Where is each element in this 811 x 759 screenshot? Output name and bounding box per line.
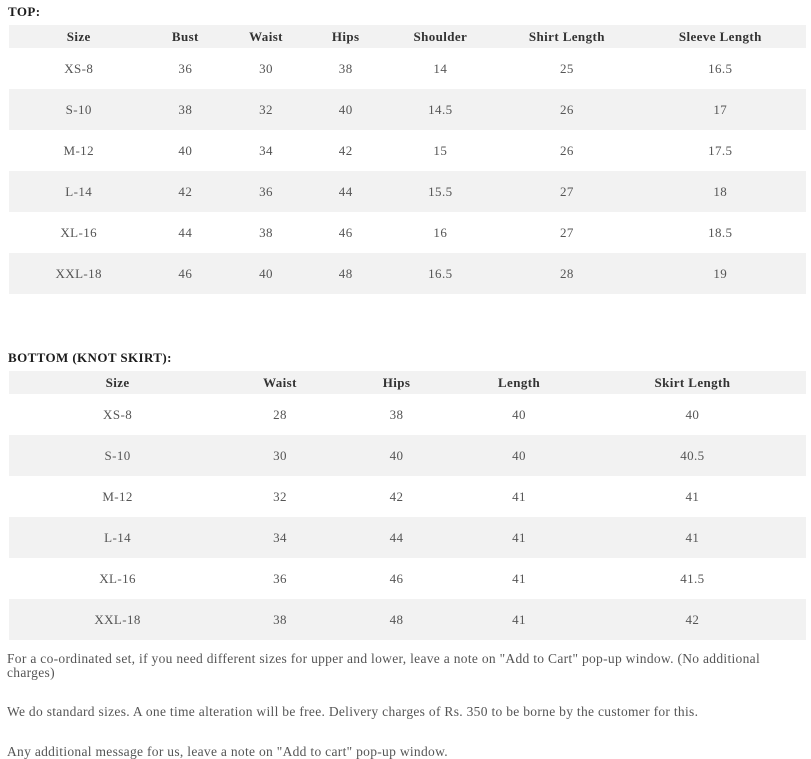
table-cell: 16.5 xyxy=(382,253,500,294)
column-header: Sleeve Length xyxy=(635,25,806,48)
header-row xyxy=(9,25,806,48)
top-section-label: TOP: xyxy=(8,4,41,19)
table-cell: 41 xyxy=(459,558,579,599)
table-cell: 18 xyxy=(635,171,806,212)
table-row xyxy=(9,558,806,599)
table-cell: 36 xyxy=(148,48,222,89)
table-cell: L-14 xyxy=(9,171,148,212)
table-cell: 44 xyxy=(148,212,222,253)
table-cell: XS-8 xyxy=(9,394,226,435)
table-cell: 46 xyxy=(334,558,460,599)
table-cell: 46 xyxy=(310,212,382,253)
column-header: Hips xyxy=(334,371,460,394)
table-row xyxy=(9,253,806,294)
table-cell: 41 xyxy=(579,476,806,517)
bottom-size-table xyxy=(9,371,806,640)
column-header: Shoulder xyxy=(382,25,500,48)
table-cell: 38 xyxy=(226,599,334,640)
table-cell: 38 xyxy=(148,89,222,130)
note-additional-message: Any additional message for us, leave a note on "Add to cart" pop-up window. xyxy=(7,743,448,759)
table-cell: 19 xyxy=(635,253,806,294)
note-coordinated-set: For a co-ordinated set, if you need different sizes for upper and lower, leave a note on "Add to Cart" pop-up window. (No additional charges) xyxy=(7,651,761,680)
table-cell: 41 xyxy=(459,476,579,517)
table-cell: 32 xyxy=(222,89,310,130)
table-cell: 30 xyxy=(222,48,310,89)
table-cell: 42 xyxy=(579,599,806,640)
table-cell: 41 xyxy=(459,599,579,640)
table-cell: L-14 xyxy=(9,517,226,558)
table-cell: 18.5 xyxy=(635,212,806,253)
table-cell: 42 xyxy=(310,130,382,171)
table-cell: 40 xyxy=(579,394,806,435)
table-cell: S-10 xyxy=(9,435,226,476)
table-cell: XL-16 xyxy=(9,212,148,253)
table-cell: 27 xyxy=(499,171,634,212)
notes-section xyxy=(7,652,811,758)
table-cell: 15.5 xyxy=(382,171,500,212)
table-cell: 16 xyxy=(382,212,500,253)
table-cell: 40.5 xyxy=(579,435,806,476)
bottom-table-header xyxy=(9,371,806,394)
table-cell: 48 xyxy=(310,253,382,294)
table-cell: 41 xyxy=(579,517,806,558)
table-cell: 28 xyxy=(226,394,334,435)
table-cell: S-10 xyxy=(9,89,148,130)
table-row xyxy=(9,476,806,517)
top-size-table xyxy=(9,25,806,294)
top-table-header xyxy=(9,25,806,48)
table-cell: 34 xyxy=(222,130,310,171)
table-cell: 28 xyxy=(499,253,634,294)
table-cell: 40 xyxy=(310,89,382,130)
column-header: Waist xyxy=(222,25,310,48)
table-cell: 38 xyxy=(334,394,460,435)
column-header: Hips xyxy=(310,25,382,48)
table-cell: 40 xyxy=(334,435,460,476)
table-cell: XS-8 xyxy=(9,48,148,89)
table-cell: 14 xyxy=(382,48,500,89)
table-row xyxy=(9,394,806,435)
table-row xyxy=(9,517,806,558)
table-cell: 44 xyxy=(334,517,460,558)
table-row xyxy=(9,435,806,476)
column-header: Skirt Length xyxy=(579,371,806,394)
table-cell: M-12 xyxy=(9,476,226,517)
table-cell: 41.5 xyxy=(579,558,806,599)
table-cell: 38 xyxy=(310,48,382,89)
table-cell: 27 xyxy=(499,212,634,253)
bottom-section-label: BOTTOM (KNOT SKIRT): xyxy=(8,350,172,365)
note-standard-sizes: We do standard sizes. A one time alteration will be free. Delivery charges of Rs. 350 to be borne by the customer for this. xyxy=(7,704,699,719)
table-row xyxy=(9,89,806,130)
table-cell: 17 xyxy=(635,89,806,130)
table-cell: 26 xyxy=(499,89,634,130)
table-cell: M-12 xyxy=(9,130,148,171)
table-cell: 40 xyxy=(222,253,310,294)
table-cell: 32 xyxy=(226,476,334,517)
table-cell: XXL-18 xyxy=(9,599,226,640)
table-row xyxy=(9,212,806,253)
table-cell: XXL-18 xyxy=(9,253,148,294)
table-cell: 15 xyxy=(382,130,500,171)
table-cell: 36 xyxy=(226,558,334,599)
column-header: Shirt Length xyxy=(499,25,634,48)
table-cell: 34 xyxy=(226,517,334,558)
bottom-table-body xyxy=(9,394,806,640)
table-cell: 40 xyxy=(459,435,579,476)
table-cell: 38 xyxy=(222,212,310,253)
column-header: Size xyxy=(9,371,226,394)
table-cell: 26 xyxy=(499,130,634,171)
table-cell: 16.5 xyxy=(635,48,806,89)
table-row xyxy=(9,130,806,171)
column-header: Length xyxy=(459,371,579,394)
table-row xyxy=(9,599,806,640)
table-cell: XL-16 xyxy=(9,558,226,599)
table-cell: 48 xyxy=(334,599,460,640)
table-row xyxy=(9,171,806,212)
table-cell: 42 xyxy=(148,171,222,212)
table-cell: 30 xyxy=(226,435,334,476)
table-cell: 14.5 xyxy=(382,89,500,130)
top-table-body xyxy=(9,48,806,294)
header-row xyxy=(9,371,806,394)
table-cell: 25 xyxy=(499,48,634,89)
column-header: Size xyxy=(9,25,148,48)
table-cell: 17.5 xyxy=(635,130,806,171)
table-cell: 42 xyxy=(334,476,460,517)
column-header: Waist xyxy=(226,371,334,394)
table-cell: 36 xyxy=(222,171,310,212)
table-cell: 40 xyxy=(459,394,579,435)
table-cell: 44 xyxy=(310,171,382,212)
table-cell: 41 xyxy=(459,517,579,558)
table-cell: 46 xyxy=(148,253,222,294)
table-cell: 40 xyxy=(148,130,222,171)
table-row xyxy=(9,48,806,89)
column-header: Bust xyxy=(148,25,222,48)
